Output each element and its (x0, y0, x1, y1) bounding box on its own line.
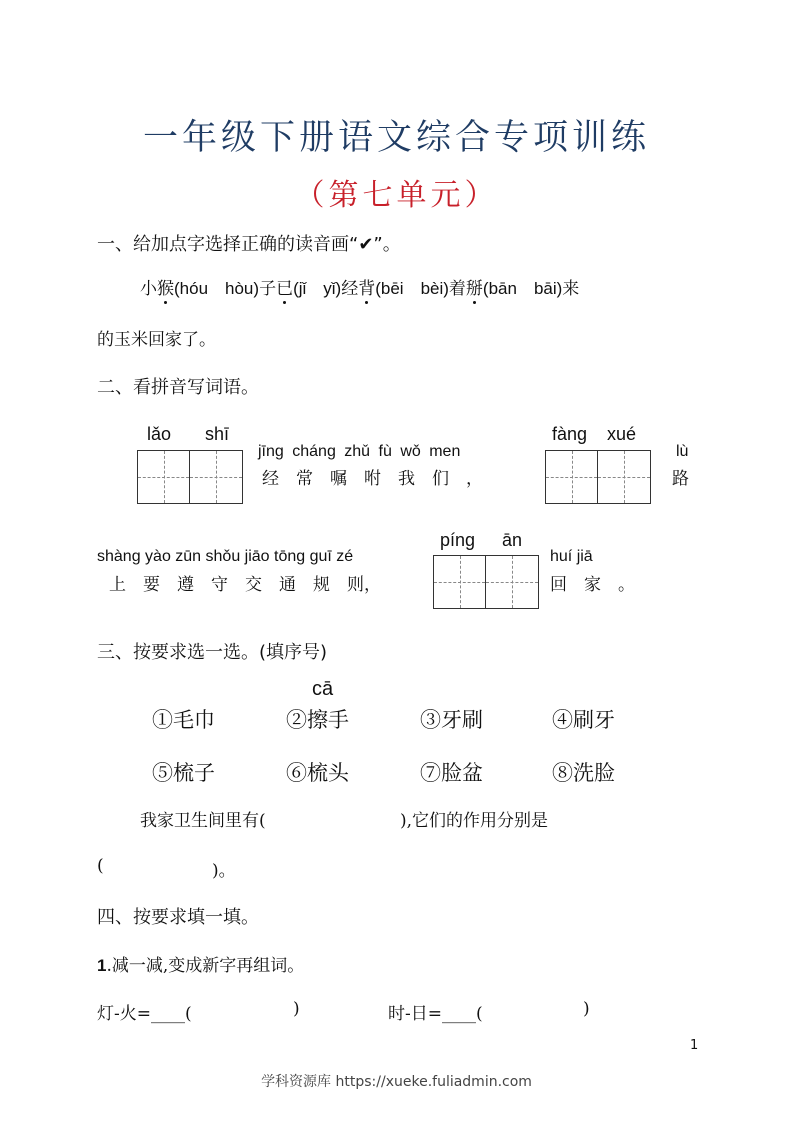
writing-cell[interactable] (546, 451, 598, 503)
text: 着 (448, 279, 466, 299)
section-4-heading: 四、按要求填一填。 (97, 907, 259, 928)
dotted-char: 掰 (466, 274, 483, 299)
question-line-2b: )。 (212, 861, 236, 881)
writing-box-2[interactable] (545, 450, 651, 504)
dotted-char: 已 (276, 274, 293, 299)
row2-pinyin: shàng yào zūn shǒu jiāo tōng guī zé (97, 548, 354, 565)
row2-end-pinyin: huí jiā (550, 548, 593, 565)
question-line-1b: ),它们的作用分别是 (400, 811, 549, 831)
row1-chars: 经 常 嘱 咐 我 们 ， (262, 469, 483, 489)
writing-box-1[interactable] (137, 450, 243, 504)
sub-question-1 (97, 951, 304, 976)
row2-chars: 上 要 遵 守 交 通 规 则， (109, 575, 381, 595)
dotted-char: 背 (358, 274, 375, 299)
box2-pinyin-2: xué (607, 424, 637, 444)
answer-blank-2[interactable] (110, 850, 210, 878)
equation-1[interactable]: 灯-火=____( (97, 1004, 192, 1024)
equation-1-close: ) (293, 999, 300, 1019)
page-number: 1 (690, 1038, 699, 1053)
box2-pinyin-1: fàng (552, 424, 588, 444)
row2-end-chars: 回 家 。 (550, 575, 635, 595)
equation-2[interactable]: 时-日=____( (388, 1004, 483, 1024)
ca-pinyin: cā (312, 678, 334, 700)
option-1: ①毛巾 (152, 708, 215, 732)
section-1-line2: 的玉米回家了。 (97, 330, 216, 350)
writing-cell[interactable] (138, 451, 190, 503)
equation-2-close: ) (583, 999, 590, 1019)
question-line-1a: 我家卫生间里有( (140, 811, 266, 831)
text: 经 (341, 279, 359, 299)
writing-cell[interactable] (486, 556, 538, 608)
pinyin-choice[interactable]: (hóu hòu) (174, 279, 260, 298)
pinyin-choice[interactable]: (bān bāi) (482, 279, 563, 298)
writing-cell[interactable] (598, 451, 650, 503)
option-5: ⑤梳子 (152, 761, 215, 785)
option-8: ⑧洗脸 (552, 761, 615, 785)
pinyin-choice[interactable]: (bēi bèi) (375, 279, 449, 298)
box1-pinyin-2: shī (205, 424, 230, 444)
option-7: ⑦脸盆 (420, 761, 483, 785)
box3-pinyin-1: píng (440, 530, 476, 550)
section-2-heading: 二、看拼音写词语。 (97, 377, 259, 398)
writing-cell[interactable] (434, 556, 486, 608)
row1-pinyin: jīng cháng zhǔ fù wǒ men (258, 443, 461, 460)
answer-blank-1[interactable] (297, 800, 397, 828)
row1-end-char: 路 (672, 469, 689, 489)
row1-end-pinyin: lù (676, 443, 689, 460)
option-4: ④刷牙 (552, 708, 615, 732)
box3-pinyin-2: ān (502, 530, 523, 550)
footer-watermark: 学科资源库 https://xueke.fuliadmin.com (261, 1074, 532, 1090)
box1-pinyin-1: lǎo (147, 424, 172, 444)
pinyin-choice[interactable]: (jǐ yǐ) (293, 279, 342, 298)
writing-cell[interactable] (190, 451, 242, 503)
option-3: ③牙刷 (420, 708, 483, 732)
writing-box-3[interactable] (433, 555, 539, 609)
question-line-2a: ( (97, 856, 104, 876)
sub-question-text: .减一减,变成新字再组词。 (106, 956, 305, 976)
option-6: ⑥梳头 (286, 761, 349, 785)
text: 来 (562, 279, 580, 299)
page-subtitle: （第七单元） (294, 178, 499, 213)
section-1-heading: 一、给加点字选择正确的读音画“✔”。 (97, 234, 401, 255)
sub-question-number: 1 (97, 956, 107, 975)
page-title: 一年级下册语文综合专项训练 (142, 118, 650, 158)
section-1-sentence (140, 274, 579, 299)
text: 子 (259, 279, 277, 299)
dotted-char: 猴 (157, 274, 174, 299)
option-2: ②擦手 (286, 708, 349, 732)
section-3-heading: 三、按要求选一选。(填序号) (97, 642, 328, 663)
text: 小 (140, 279, 157, 299)
